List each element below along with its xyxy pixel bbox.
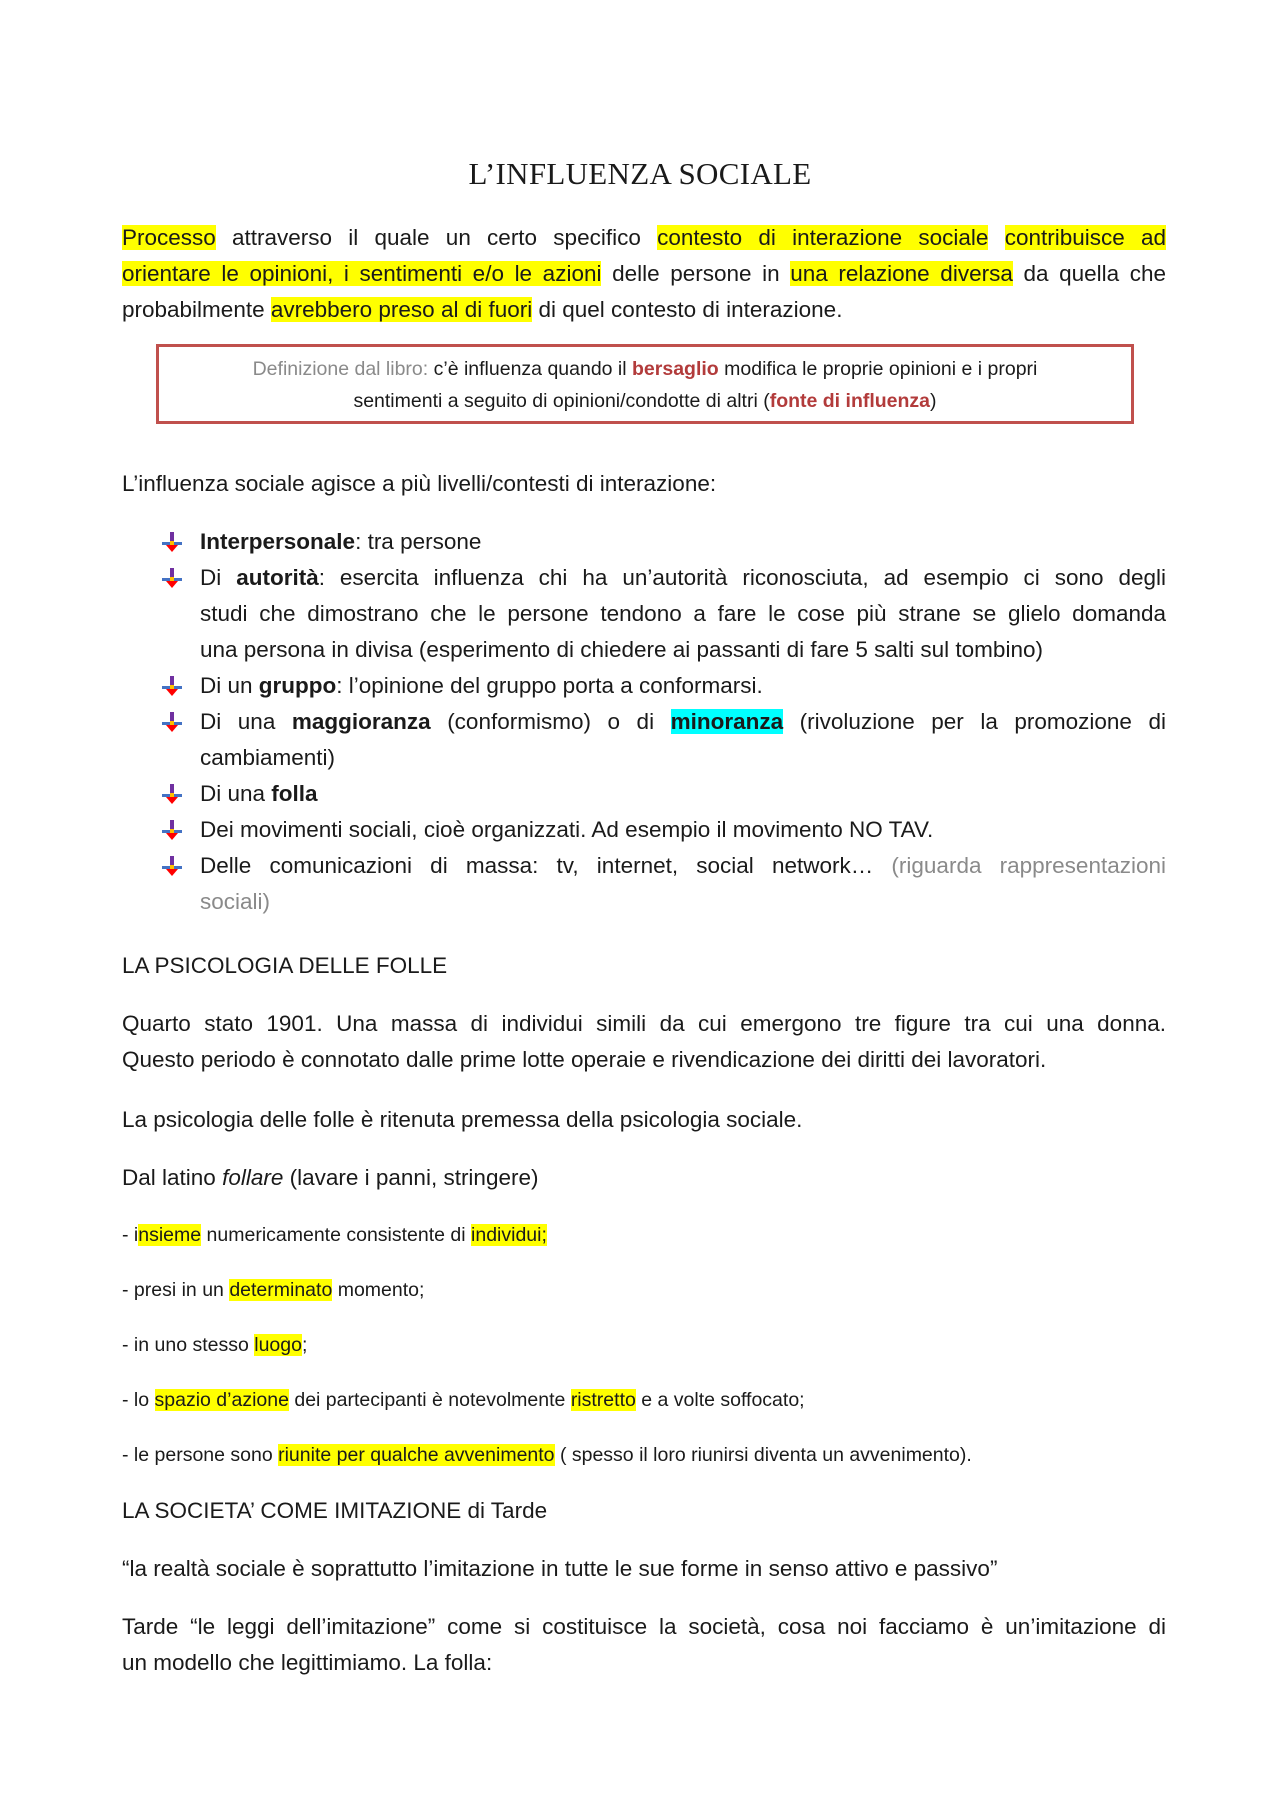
tarde-paragraph: Tarde “le leggi dell’imitazione” come si costituisce la società, cosa noi facciamo è un’imitazione di un modello che legittimiamo. La folla: [122,1614,1166,1675]
list-item: Di un gruppo: l’opinione del gruppo porta a conformarsi. [160,668,1166,704]
arrow-down-bullet-icon [162,568,182,588]
latino-text: Dal latino follare (lavare i panni, stringere) [122,1165,539,1190]
list-item: Di autorità: esercita influenza chi ha un’autorità riconosciuta, ad esempio ci sono degli studi che dimostrano che le persone tendono a fare le cose più strane se glielo domanda una persona in divisa (esperimento di chiedere ai passanti di fare 5 salti sul tombino) [160,560,1166,668]
section-heading: LA PSICOLOGIA DELLE FOLLE [122,953,448,978]
list-item: - insieme numericamente consistente di individui; [122,1224,547,1246]
list-item: - presi in un determinato momento; [122,1279,425,1301]
arrow-down-bullet-icon [162,532,182,552]
definition-line: Definizione dal libro: c’è influenza quando il bersaglio modifica le proprie opinioni e i propri [252,358,1038,380]
list-item: - lo spazio d’azione dei partecipanti è notevolmente ristretto e a volte soffocato; [122,1389,805,1411]
definition-label: Definizione dal libro: [252,358,429,380]
page-title: L’INFLUENZA SOCIALE [468,156,812,191]
arrow-down-bullet-icon [162,784,182,804]
list-item: Di una folla [160,776,1166,812]
premessa-text: La psicologia delle folle è ritenuta premessa della psicologia sociale. [122,1107,803,1132]
arrow-down-bullet-icon [162,856,182,876]
levels-list [160,524,1166,920]
list-item: Delle comunicazioni di massa: tv, internet, social network… (riguarda rappresentazioni sociali) [160,848,1166,920]
list-item: - le persone sono riunite per qualche avvenimento ( spesso il loro riunirsi diventa un avvenimento). [122,1444,972,1466]
list-item: - in uno stesso luogo; [122,1334,308,1356]
definition-line: sentimenti a seguito di opinioni/condotte di altri (fonte di influenza) [353,390,937,412]
levels-intro: L’influenza sociale agisce a più livelli/contesti di interazione: [122,471,717,496]
section-heading: LA SOCIETA’ COME IMITAZIONE di Tarde [122,1498,548,1523]
quarto-stato-paragraph: Quarto stato 1901. Una massa di individui simili da cui emergono tre figure tra cui una donna. Questo periodo è connotato dalle prime lotte operaie e rivendicazione dei diritti dei lavoratori. [122,1011,1166,1072]
intro-paragraph [122,220,1166,328]
intro-line: orientare le opinioni, i sentimenti e/o le azioni delle persone in una relazione diversa da quella che [122,261,1167,286]
arrow-down-bullet-icon [162,712,182,732]
list-item: Di una maggioranza (conformismo) o di minoranza (rivoluzione per la promozione di cambiamenti) [160,704,1166,776]
list-item: Interpersonale: tra persone [160,524,1166,560]
list-item: Dei movimenti sociali, cioè organizzati. Ad esempio il movimento NO TAV. [160,812,1166,848]
definition-box [156,344,1134,424]
source-term: fonte di influenza [769,390,931,412]
intro-line: probabilmente avrebbero preso al di fuori di quel contesto di interazione. [122,297,843,322]
target-term: bersaglio [632,358,719,380]
arrow-down-bullet-icon [162,676,182,696]
intro-line: Processo attraverso il quale un certo specifico contesto di interazione sociale contribuisce ad [122,225,1167,250]
arrow-down-bullet-icon [162,820,182,840]
quote-text: “la realtà sociale è soprattutto l’imitazione in tutte le sue forme in senso attivo e passivo” [122,1556,998,1581]
